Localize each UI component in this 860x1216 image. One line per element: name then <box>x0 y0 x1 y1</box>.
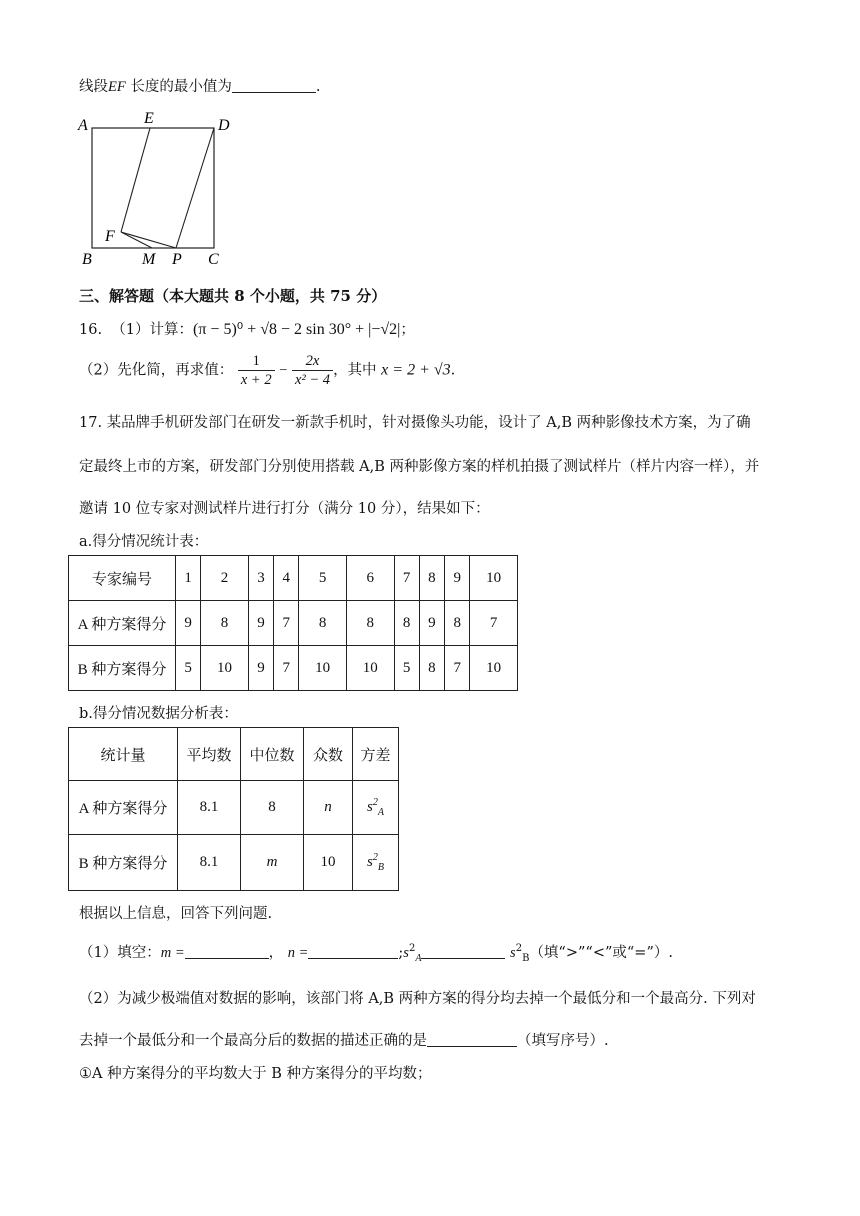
label-c: C <box>208 251 219 268</box>
table-cell: 8.1 <box>178 835 241 891</box>
table-cell: 10 <box>346 646 394 691</box>
m-answer-blank[interactable] <box>185 944 269 959</box>
label-m: M <box>142 251 156 268</box>
q17-line-3: 邀请 10 位专家对测试样片进行打分（满分 10 分），结果如下： <box>79 501 490 517</box>
table-cell: $s^2_A$ <box>353 781 399 835</box>
segment-ef <box>121 128 150 232</box>
q16-p2-condition: x = 2 + √3 <box>381 361 451 379</box>
n-label: n = <box>287 945 309 961</box>
table-cell: 8 <box>346 601 394 646</box>
label-p: P <box>172 251 182 268</box>
table-cell: 10 <box>304 835 353 891</box>
table-cell: 7 <box>445 646 470 691</box>
variance-a-subscript: A <box>415 952 422 964</box>
fraction-2-numerator: 2x <box>292 352 333 371</box>
q16-p2-label: （2）先化简，再求值： <box>79 362 234 379</box>
table-cell: 9 <box>248 601 273 646</box>
table-cell: 9 <box>248 646 273 691</box>
fraction-1 <box>238 352 275 389</box>
q16-p1-label: （1）计算： <box>111 322 194 338</box>
table-cell: 9 <box>176 601 201 646</box>
label-d: D <box>218 117 230 134</box>
table-cell: 5 <box>176 646 201 691</box>
table-cell: m <box>241 835 304 891</box>
table-a-title: a.得分情况统计表： <box>79 534 209 550</box>
fraction-1-denominator: x + 2 <box>240 372 272 388</box>
table-cell: 方差 <box>353 728 399 781</box>
table-cell: 8.1 <box>178 781 241 835</box>
variance-b: s <box>510 945 516 961</box>
geometry-figure <box>76 108 236 268</box>
n-answer-blank[interactable] <box>308 944 398 959</box>
q15-end: . <box>315 79 321 95</box>
table-cell: 10 <box>470 646 518 691</box>
table-cell: 众数 <box>304 728 353 781</box>
table-header-row <box>69 556 518 601</box>
q16-p2-end: . <box>450 362 456 379</box>
q17-prompt: 根据以上信息，回答下列问题. <box>79 906 273 922</box>
q16-part2: （2）先化简，再求值： $\frac{1}{x + 2}$ − $\frac{2x}{\text{x² − 4}}$ ，其中 x = 2 + √3. <box>79 353 456 388</box>
table-row <box>69 601 518 646</box>
variance-a: s <box>403 945 409 961</box>
table-cell: 2 <box>201 556 249 601</box>
option-answer-blank[interactable] <box>427 1032 517 1047</box>
table-cell: n <box>304 781 353 835</box>
q17-part1-label: （1）填空： <box>79 945 161 961</box>
table-cell: 6 <box>346 556 394 601</box>
table-cell: 10 <box>299 646 347 691</box>
q16-number: 16. <box>79 322 103 338</box>
segment-dp <box>176 128 214 248</box>
variance-b-subscript: B <box>522 952 530 964</box>
table-cell: 5 <box>394 646 419 691</box>
q17-part2-line-2 <box>79 1029 609 1050</box>
table-row <box>69 646 518 691</box>
table-row <box>69 835 399 891</box>
table-cell: 4 <box>274 556 299 601</box>
m-label: m = <box>160 945 185 961</box>
compare-answer-blank[interactable] <box>421 944 505 959</box>
label-e: E <box>144 110 154 127</box>
table-cell: 8 <box>299 601 347 646</box>
table-cell: 统计量 <box>69 728 178 781</box>
q17-line-2: 定最终上市的方案，研发部门分别使用搭载 A,B 两种影像方案的样机拍摄了测试样片（样片内容一样），并 <box>79 459 760 475</box>
label-a: A <box>78 117 88 134</box>
table-cell: A 种方案得分 <box>69 601 176 646</box>
q17-line-1: 17. 某品牌手机研发部门在研发一新款手机时，针对摄像头功能，设计了 A,B 两种影像技术方案，为了确 <box>79 415 751 431</box>
table-header-row <box>69 728 399 781</box>
q17-part1: （1）填空：m = ， $n = ;s^2_A$ $s^2_B$（填“>”“<”或“=”）. <box>79 943 673 964</box>
section-title: 三、解答题（本大题共 8 个小题，共 75 分） <box>79 287 387 305</box>
table-cell: B 种方案得分 <box>69 835 178 891</box>
table-cell: 7 <box>274 646 299 691</box>
table-cell: 3 <box>248 556 273 601</box>
table-cell: 8 <box>419 556 444 601</box>
table-cell: 8 <box>394 601 419 646</box>
table-cell: 10 <box>470 556 518 601</box>
table-cell: B 种方案得分 <box>69 646 176 691</box>
table-cell: 7 <box>470 601 518 646</box>
label-b: B <box>82 251 92 268</box>
table-cell: 8 <box>445 601 470 646</box>
q15-text: 线段 <box>79 79 108 95</box>
table-cell: 8 <box>201 601 249 646</box>
fraction-2-denominator: x² − 4 <box>294 372 331 388</box>
fraction-2 <box>292 352 333 389</box>
q15-segment: EF <box>108 79 126 95</box>
table-cell: 8 <box>241 781 304 835</box>
q15-tail <box>79 75 320 96</box>
stats-table <box>68 727 399 891</box>
score-table <box>68 555 518 691</box>
q15-answer-blank[interactable] <box>232 78 316 93</box>
label-f: F <box>105 228 115 245</box>
q16-p1-expression: (π − 5)⁰ + √8 − 2 sin 30° + |−√2| <box>193 321 401 338</box>
q17-part2-hint: （填写序号）. <box>517 1033 609 1049</box>
table-cell: 9 <box>445 556 470 601</box>
table-b-title: b.得分情况数据分析表： <box>79 706 238 722</box>
q15-text-2: 长度的最小值为 <box>125 79 232 95</box>
q16-part1 <box>79 318 415 339</box>
table-cell: 8 <box>419 646 444 691</box>
table-cell: 7 <box>274 601 299 646</box>
table-cell: 9 <box>419 601 444 646</box>
table-cell: 5 <box>299 556 347 601</box>
table-cell: $s^2_B$ <box>353 835 399 891</box>
table-cell: 7 <box>394 556 419 601</box>
table-cell: A 种方案得分 <box>69 781 178 835</box>
table-cell: 中位数 <box>241 728 304 781</box>
fraction-1-numerator: 1 <box>238 352 275 371</box>
table-cell: 平均数 <box>178 728 241 781</box>
q17-part1-hint: （填“>”“<”或“=”）. <box>529 945 673 961</box>
q17-part2-line-1: （2）为减少极端值对数据的影响，该部门将 A,B 两种方案的得分均去掉一个最低分和一个最高分. 下列对 <box>79 991 756 1007</box>
table-cell: 1 <box>176 556 201 601</box>
table-cell: 10 <box>201 646 249 691</box>
option-1: ①A 种方案得分的平均数大于 B 种方案得分的平均数； <box>79 1066 432 1082</box>
q16-p1-end: ； <box>400 322 415 338</box>
q17-part2-text: 去掉一个最低分和一个最高分后的数据的描述正确的是 <box>79 1033 427 1049</box>
q16-p2-mid: ，其中 <box>333 362 377 379</box>
table-row <box>69 781 399 835</box>
table-cell: 专家编号 <box>69 556 176 601</box>
